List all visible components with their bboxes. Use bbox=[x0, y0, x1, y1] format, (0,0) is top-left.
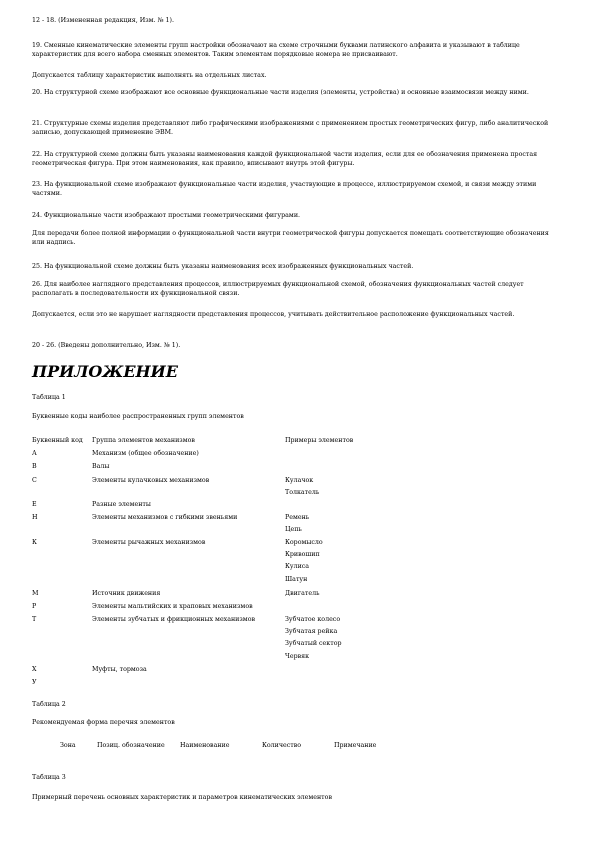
paragraph-22: 22. На структурной схеме должны быть указаны наименования каждой функциональной части изделия, если для ее обозначения применена простая геометрическая фигура. При этом наименования, как правило, вписывают внутрь этой фигуры. bbox=[32, 151, 538, 167]
table1-cell-code: У bbox=[32, 679, 37, 686]
table1-cell-example: Ремень bbox=[285, 514, 310, 521]
table1-cell-code: С bbox=[32, 477, 37, 484]
table1-cell-group: Разные элементы bbox=[92, 501, 151, 508]
table1-cell-example: Цепь bbox=[285, 526, 302, 533]
table1-cell-group: Элементы рычажных механизмов bbox=[92, 539, 206, 546]
table1-cell-code: А bbox=[32, 450, 37, 457]
table1-cell-example: Зубчатая рейка bbox=[285, 628, 338, 635]
table1-cell-example: Кулиса bbox=[285, 563, 310, 570]
paragraph-23: 23. На функциональной схеме изображают функциональные части изделия, участвующие в процессе, иллюстрируемом схемой, и связи между этими частями. bbox=[32, 181, 537, 197]
table1-cell-example: Кулачок bbox=[285, 477, 314, 484]
table1-cell-code: Т bbox=[32, 616, 37, 623]
table1-cell-code: Н bbox=[32, 514, 38, 521]
paragraph-19: 19. Сменные кинематические элементы групп настройки обозначают на схеме строчными буквами латинского алфавита и указывают в таблице характеристик для всего набора сменных элементов. Таким элементам порядковые номера не присваивают. bbox=[32, 42, 520, 58]
table1-cell-code: М bbox=[32, 590, 39, 597]
table2-header-position: Позиц. обозначение bbox=[97, 742, 165, 749]
paragraph-21: 21. Структурные схемы изделия представляют либо графическими изображениями с применением простых геометрических фигур, либо аналитической записью, допускающей применение ЭВМ. bbox=[32, 120, 549, 136]
paragraph-24-note: Для передачи более полной информации о функциональной части внутри геометрической фигуры допускается помещать соответствующие обозначения или надпись. bbox=[32, 230, 549, 246]
table2-header-quantity: Количество bbox=[262, 742, 302, 749]
table1-cell-group: Элементы мальтийских и храповых механизмов bbox=[92, 603, 253, 610]
table1-cell-group: Механизм (общее обозначение) bbox=[92, 450, 199, 457]
table3-caption: Примерный перечень основных характеристик и параметров кинематических элементов bbox=[32, 794, 332, 801]
table1-cell-example: Коромысло bbox=[285, 539, 323, 546]
table2-caption: Рекомендуемая форма перечня элементов bbox=[32, 719, 175, 726]
table1-cell-group: Элементы кулачковых механизмов bbox=[92, 477, 210, 484]
table1-cell-code: Е bbox=[32, 501, 37, 508]
table1-cell-code: Р bbox=[32, 603, 37, 610]
table1-caption: Буквенные коды наиболее распространенных групп элементов bbox=[32, 413, 244, 420]
table1-cell-group: Муфты, тормоза bbox=[92, 666, 147, 673]
table1-cell-group: Источник движения bbox=[92, 590, 161, 597]
table1-cell-code: Х bbox=[32, 666, 37, 673]
table1-cell-group: Элементы зубчатых и фрикционных механизмов bbox=[92, 616, 256, 623]
paragraph-25: 25. На функциональной схеме должны быть указаны наименования всех изображенных функциональных частей. bbox=[32, 263, 414, 270]
table1-cell-example: Шатун bbox=[285, 576, 308, 583]
table1-cell-example: Зубчатое колесо bbox=[285, 616, 341, 623]
table1-cell-code: В bbox=[32, 463, 37, 470]
paragraph-26: 26. Для наиболее наглядного представления процессов, иллюстрируемых функциональной схемой, обозначения функциональных частей следует располагать в последовательности их функциональной связи. bbox=[32, 281, 524, 297]
table2-header-note: Примечание bbox=[334, 742, 377, 749]
appendix-heading: ПРИЛОЖЕНИЕ bbox=[32, 362, 178, 381]
paragraph-26-note: Допускается, если это не нарушает наглядности представления процессов, учитывать действительное расположение функциональных частей. bbox=[32, 311, 515, 318]
table1-header-group: Группа элементов механизмов bbox=[92, 437, 195, 444]
paragraph-12-18: 12 - 18. (Измененная редакция, Изм. № 1). bbox=[32, 17, 175, 24]
table1-cell-example: Зубчатый сектор bbox=[285, 640, 342, 647]
table1-header-code: Буквенный код bbox=[32, 437, 83, 444]
table1-header-examples: Примеры элементов bbox=[285, 437, 354, 444]
table1-cell-group: Валы bbox=[92, 463, 110, 470]
table3-label: Таблица 3 bbox=[32, 774, 66, 781]
table1-cell-example: Толкатель bbox=[285, 489, 320, 496]
paragraph-tables-note: Допускается таблицу характеристик выполнять на отдельных листах. bbox=[32, 72, 267, 79]
table2-header-zone: Зона bbox=[60, 742, 76, 749]
paragraph-20: 20. На структурной схеме изображают все основные функциональные части изделия (элементы, устройства) и основные взаимосвязи между ними. bbox=[32, 89, 529, 96]
table1-cell-example: Червяк bbox=[285, 653, 310, 660]
table1-cell-code: К bbox=[32, 539, 37, 546]
paragraph-20-26: 20 - 26. (Введены дополнительно, Изм. № 1). bbox=[32, 342, 181, 349]
table2-header-name: Наименование bbox=[180, 742, 230, 749]
paragraph-24: 24. Функциональные части изображают простыми геометрическими фигурами. bbox=[32, 212, 301, 219]
table1-cell-group: Элементы механизмов с гибкими звеньями bbox=[92, 514, 238, 521]
table1-cell-example: Двигатель bbox=[285, 590, 320, 597]
table1-label: Таблица 1 bbox=[32, 394, 66, 401]
table2-label: Таблица 2 bbox=[32, 701, 66, 708]
table1-cell-example: Кривошип bbox=[285, 551, 320, 558]
